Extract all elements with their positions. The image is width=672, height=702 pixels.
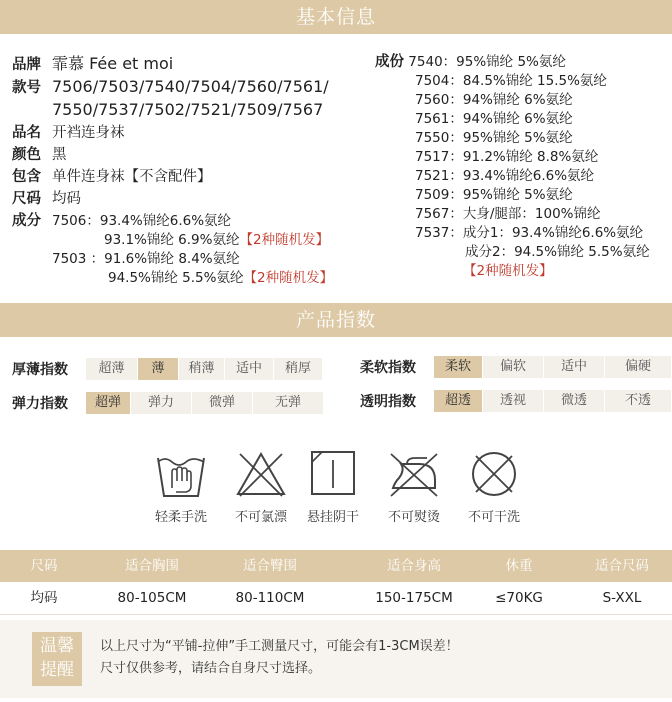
tip-text: 以上尺寸为“平铺-拉伸”手工测量尺寸，可能会有1-3CM误差！ 尺寸仅供参考，请结合自身尺寸选择。 (100, 639, 459, 676)
index-option-selected: 超弹 (86, 392, 130, 414)
index-option: 偏软 (483, 356, 543, 378)
cell-height: 150-175CM (375, 590, 453, 606)
care-hang-dry: 悬挂阴干 (298, 448, 368, 525)
cell-size: 均码 (30, 590, 58, 606)
composition-row: 成分 7506：93.4%锦纶6.6%氨纶 93.1%锦纶 6.9%氨纶【2种随机发】 7503 ：91.6%锦纶 8.4%氨纶 94.5%锦纶 5.5%氨纶【2种随机发】 (12, 213, 334, 286)
no-iron-icon (385, 448, 443, 500)
tip-box (0, 620, 672, 698)
index-option: 稍厚 (274, 358, 322, 380)
index-option-selected: 超透 (434, 390, 482, 412)
index-option: 透视 (483, 390, 543, 412)
size-table-header (0, 550, 672, 582)
index-option-selected: 薄 (138, 358, 178, 380)
cell-fit-size: S-XXL (602, 590, 642, 606)
size-table-row (0, 582, 672, 615)
header-height: 适合身高 (387, 558, 441, 574)
cell-bust: 80-105CM (117, 590, 187, 606)
random-ship-note: 【2种随机发】 (463, 263, 553, 279)
cell-hip: 80-110CM (235, 590, 305, 606)
composition-right: 成份 7540：95%锦纶 5%氨纶 7504：84.5%锦纶 15.5%氨纶 7560：94%锦纶 6%氨纶 7561：94%锦纶 6%氨纶 7550：95%锦纶 5%氨纶 7517：91.2%锦纶 8.8%氨纶 7521：93.4%锦纶6.6%氨纶 7509：95%锦纶 5%氨纶 7567：大身/腿部：100%锦纶 7537：成分1：93.4%锦纶6.6%氨纶 成分2：94.5%锦纶 5.5%氨纶 【2种随机发】 (375, 54, 650, 279)
index-option: 微透 (544, 390, 604, 412)
header-fit-size: 适合尺码 (595, 558, 649, 574)
transparency-index: 透明指数 超透 透视 微透 不透 (360, 390, 672, 412)
color-row: 颜色 黑 (12, 147, 67, 163)
hand-wash-icon (154, 448, 208, 500)
section-banner-basic-info: 基本信息 (0, 0, 672, 34)
header-hip: 适合臀围 (243, 558, 297, 574)
index-option: 不透 (605, 390, 671, 412)
index-option: 适中 (544, 356, 604, 378)
size-row: 尺码 均码 (12, 191, 81, 207)
brand-row: 品牌 霏慕 Fée et moi (12, 54, 174, 73)
hang-dry-shade-icon (306, 448, 360, 500)
model-row: 款号 7506/7503/7540/7504/7560/7561/ (12, 77, 329, 96)
index-option: 适中 (225, 358, 273, 380)
section-banner-product-index: 产品指数 (0, 303, 672, 337)
no-bleach-icon (234, 448, 288, 500)
tip-badge: 温馨 提醒 (32, 632, 82, 686)
model-row-2: 7550/7537/7502/7521/7509/7567 (52, 100, 324, 119)
random-ship-note: 【2种随机发】 (243, 270, 334, 286)
care-no-iron: 不可熨烫 (379, 448, 449, 525)
softness-index: 柔软指数 柔软 偏软 适中 偏硬 (360, 356, 672, 378)
header-weight: 休重 (505, 558, 533, 574)
index-option: 偏硬 (605, 356, 671, 378)
elasticity-index: 弹力指数 超弹 弹力 微弹 无弹 (12, 392, 324, 414)
random-ship-note: 【2种随机发】 (239, 232, 330, 248)
info-left (12, 53, 333, 288)
index-option-selected: 柔软 (434, 356, 482, 378)
index-option: 微弹 (192, 392, 252, 414)
cell-weight: ≤70KG (495, 590, 543, 606)
header-size: 尺码 (30, 558, 58, 574)
index-option: 弹力 (131, 392, 191, 414)
care-no-dry-clean: 不可干洗 (459, 448, 529, 525)
care-no-bleach: 不可氯漂 (226, 448, 296, 525)
package-row: 包含 单件连身袜【不含配件】 (12, 169, 212, 185)
care-hand-wash: 轻柔手洗 (146, 448, 216, 525)
thickness-index: 厚薄指数 超薄 薄 稍薄 适中 稍厚 (12, 358, 323, 380)
index-option: 超薄 (86, 358, 137, 380)
index-option: 稍薄 (179, 358, 224, 380)
no-dry-clean-icon (467, 448, 521, 500)
name-row: 品名 开裆连身袜 (12, 125, 125, 141)
index-option: 无弹 (253, 392, 323, 414)
header-bust: 适合胸围 (125, 558, 179, 574)
